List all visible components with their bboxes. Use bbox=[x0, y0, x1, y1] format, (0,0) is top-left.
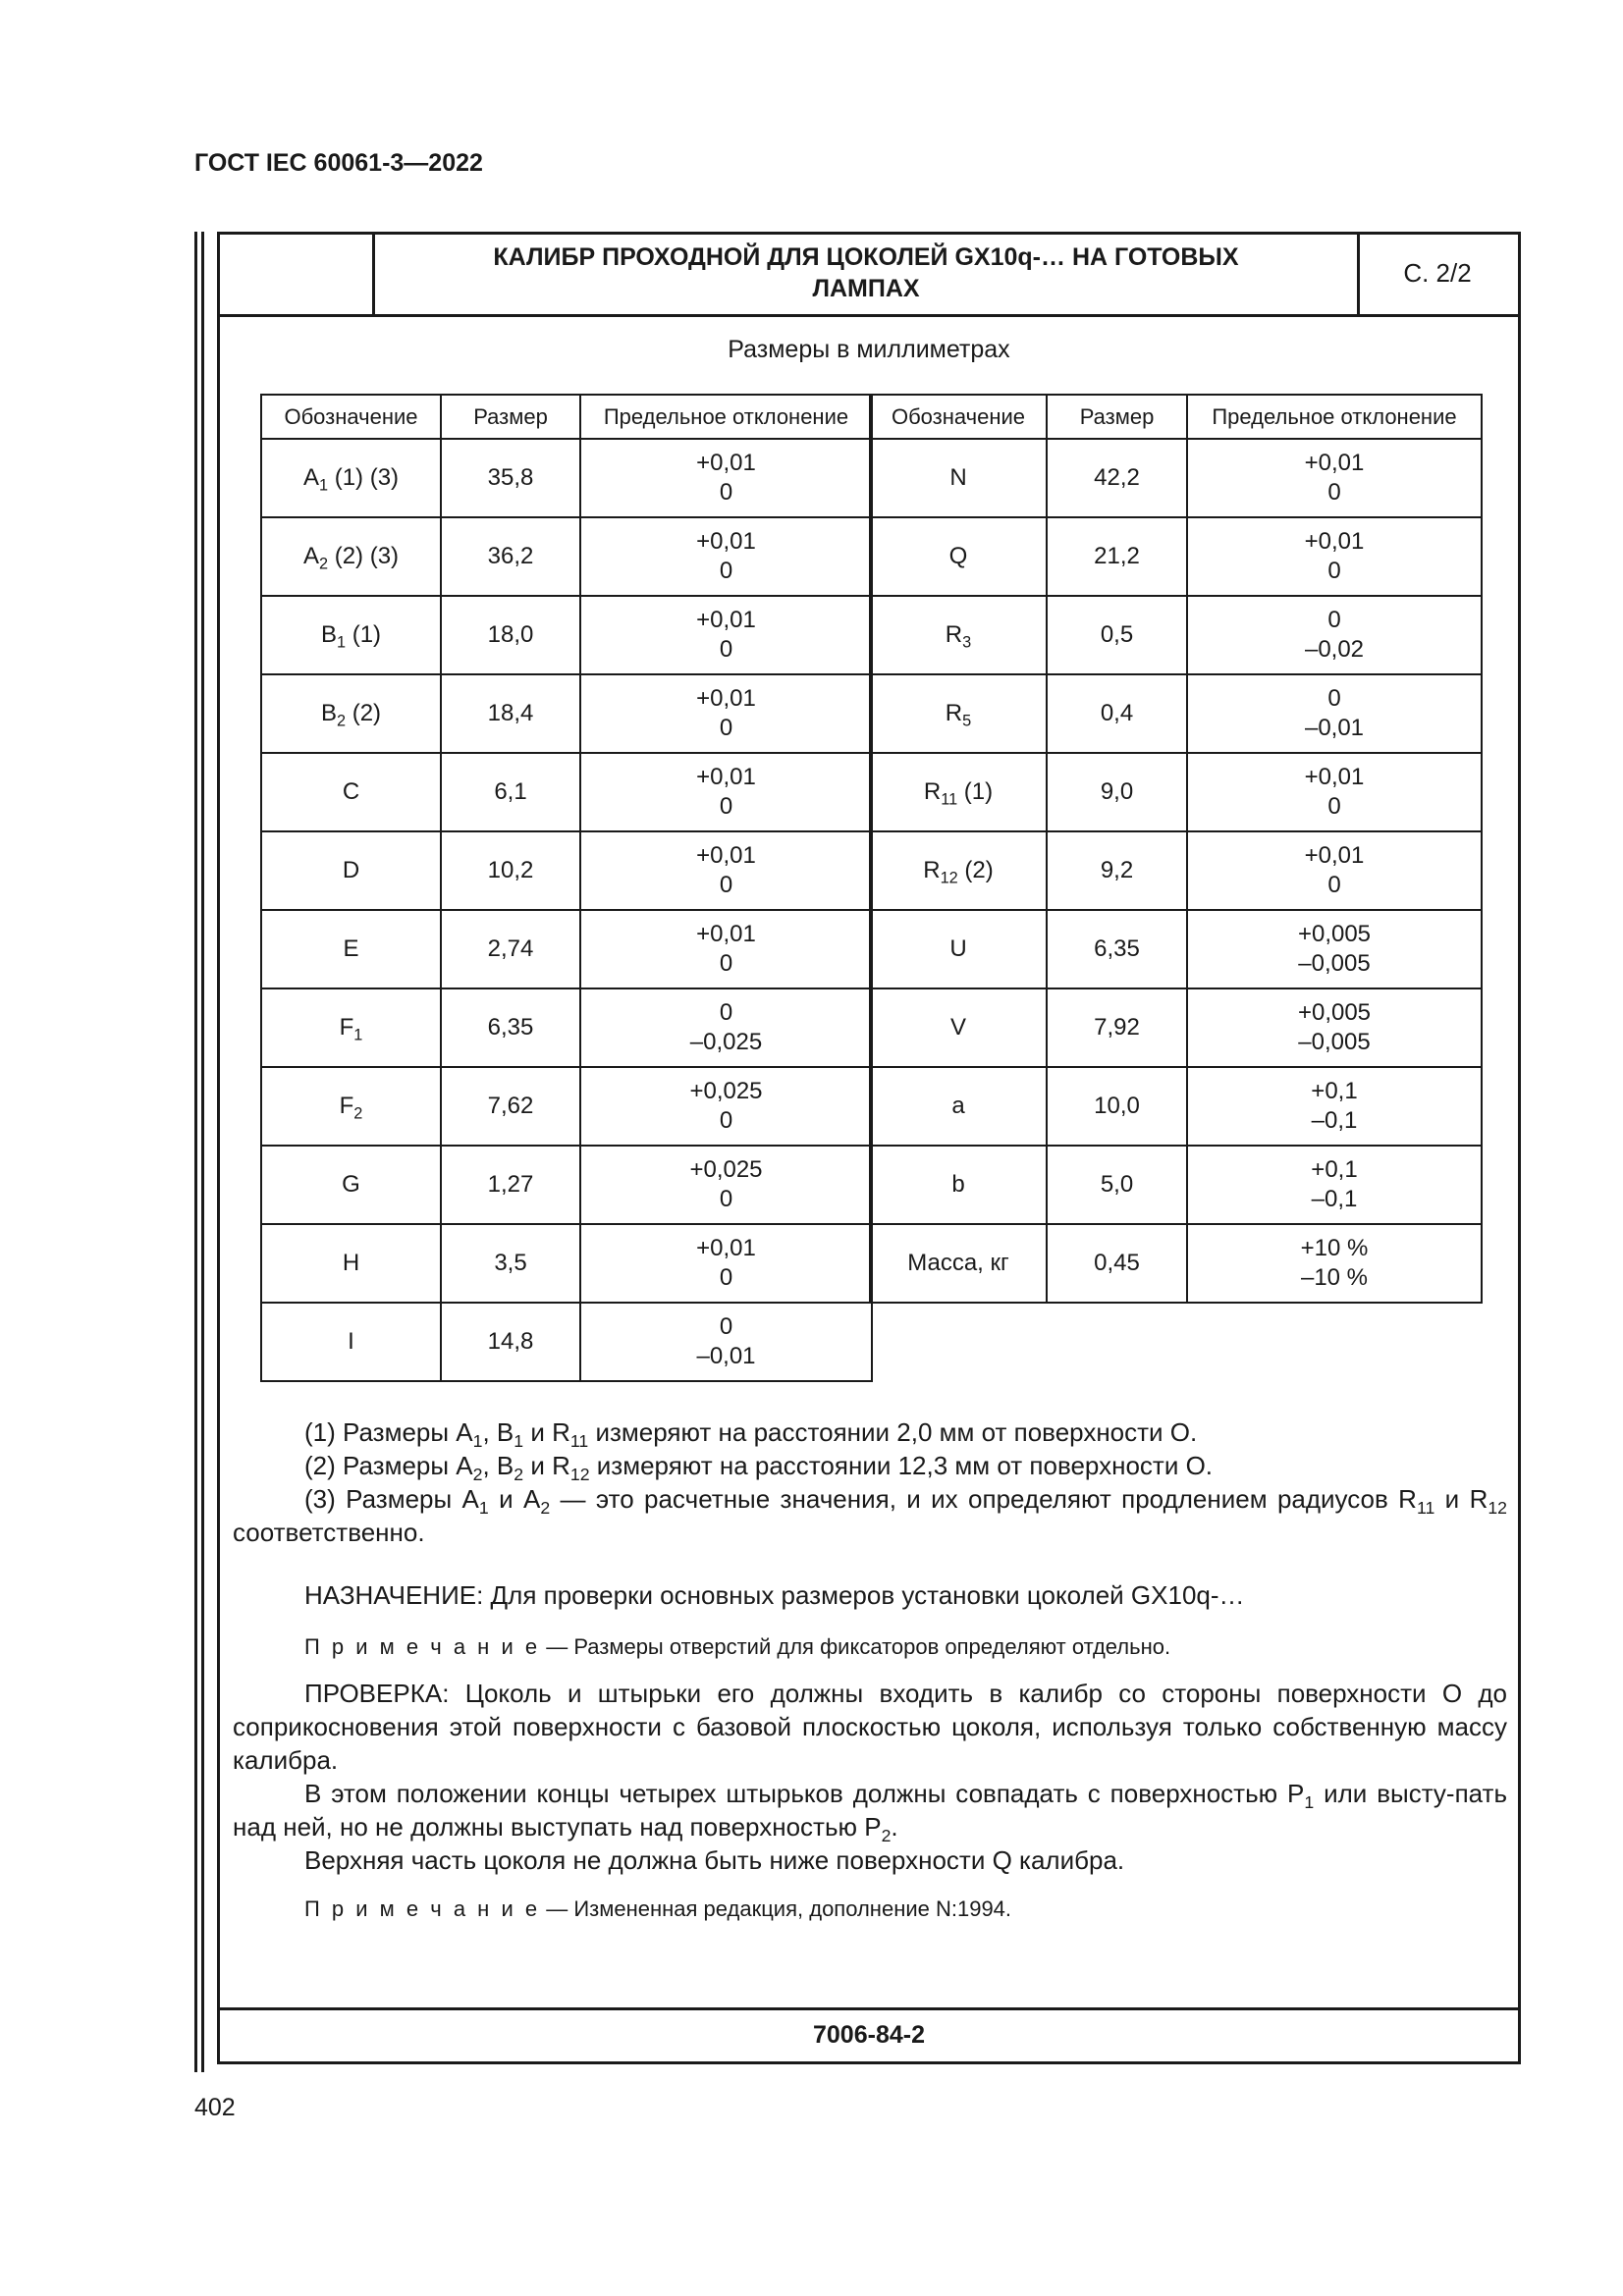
table-row bbox=[870, 753, 1482, 831]
note-label: П р и м е ч а н и е bbox=[304, 1634, 541, 1659]
running-head: ГОСТ IEC 60061-3—2022 bbox=[194, 149, 483, 177]
table-row bbox=[870, 674, 1482, 753]
tolerance-cell bbox=[580, 988, 872, 1067]
size-cell: 2,74 bbox=[441, 910, 580, 988]
size-cell: 7,62 bbox=[441, 1067, 580, 1146]
size-cell: 6,1 bbox=[441, 753, 580, 831]
designation-cell: N bbox=[870, 439, 1047, 517]
tolerance-upper: +0,01 bbox=[1304, 528, 1365, 555]
table-row bbox=[870, 988, 1482, 1067]
designation-cell: $F_1$ bbox=[261, 988, 441, 1067]
tolerance-lower: 0 bbox=[719, 1264, 733, 1291]
table-row bbox=[261, 988, 872, 1067]
tolerance-cell bbox=[1187, 1146, 1482, 1224]
note-edition bbox=[233, 1893, 1507, 1926]
table-row bbox=[870, 1224, 1482, 1303]
tolerance-cell bbox=[580, 910, 872, 988]
tolerance-lower: –0,01 bbox=[1304, 715, 1365, 741]
size-cell: 36,2 bbox=[441, 517, 580, 596]
frame-double-line bbox=[201, 232, 204, 2072]
size-cell: 3,5 bbox=[441, 1224, 580, 1303]
designation-cell: E bbox=[261, 910, 441, 988]
note-fixators bbox=[233, 1630, 1507, 1664]
designation-cell: $A_1$ (1) (3) bbox=[261, 439, 441, 517]
tolerance-cell bbox=[1187, 988, 1482, 1067]
table-row bbox=[261, 831, 872, 910]
tolerance-cell bbox=[580, 1067, 872, 1146]
size-cell: 10,0 bbox=[1047, 1067, 1187, 1146]
tolerance-cell bbox=[580, 1224, 872, 1303]
size-cell: 35,8 bbox=[441, 439, 580, 517]
designation-cell: a bbox=[870, 1067, 1047, 1146]
tolerance-cell bbox=[580, 517, 872, 596]
designation-cell: I bbox=[261, 1303, 441, 1381]
tolerance-lower: –0,1 bbox=[1311, 1107, 1358, 1134]
page-number: 402 bbox=[194, 2094, 236, 2121]
table-row bbox=[870, 1146, 1482, 1224]
table-row bbox=[261, 753, 872, 831]
tolerance-upper: 0 bbox=[719, 1313, 733, 1340]
column-header-size: Размер bbox=[1047, 395, 1187, 439]
tolerance-cell bbox=[580, 1146, 872, 1224]
dimensions-table-right bbox=[869, 394, 1483, 1304]
designation-cell: V bbox=[870, 988, 1047, 1067]
designation-cell: H bbox=[261, 1224, 441, 1303]
tolerance-cell bbox=[1187, 910, 1482, 988]
tolerance-lower: –0,02 bbox=[1304, 636, 1365, 663]
tolerance-lower: 0 bbox=[1327, 558, 1341, 584]
size-cell: 42,2 bbox=[1047, 439, 1187, 517]
units-caption: Размеры в миллиметрах bbox=[728, 336, 1010, 363]
size-cell: 18,0 bbox=[441, 596, 580, 674]
tolerance-cell bbox=[580, 596, 872, 674]
table-row bbox=[261, 1224, 872, 1303]
note-text: — Измененная редакция, дополнение N:1994. bbox=[540, 1896, 1012, 1921]
tolerance-lower: –0,025 bbox=[689, 1029, 763, 1055]
tolerance-upper: +0,005 bbox=[1297, 921, 1372, 947]
footnote-2: (2) Размеры $A_2$, $B_2$ и $R_{12}$ измеряют на расстоянии 12,3 мм от поверхности O. bbox=[304, 1451, 1214, 1485]
tolerance-upper: 0 bbox=[719, 999, 733, 1026]
table-row bbox=[261, 1303, 872, 1381]
designation-cell: D bbox=[261, 831, 441, 910]
tolerance-lower: 0 bbox=[719, 1107, 733, 1134]
sheet-code: 7006-84-2 bbox=[813, 2020, 925, 2049]
footnote-1: (1) Размеры $A_1$, $B_1$ и $R_{11}$ измеряют на расстоянии 2,0 мм от поверхности O. bbox=[304, 1417, 1198, 1452]
tolerance-upper: +0,01 bbox=[696, 842, 756, 869]
top-part-text: Верхняя часть цоколя не должна быть ниже поверхности Q калибра. bbox=[304, 1845, 1125, 1875]
column-header-designation: Обозначение bbox=[870, 395, 1047, 439]
size-cell: 10,2 bbox=[441, 831, 580, 910]
table-row bbox=[870, 910, 1482, 988]
tolerance-cell bbox=[580, 753, 872, 831]
footnote-3: (3) Размеры $A_1$ и $A_2$ — это расчетные значения, и их определяют продлением радиусов $R_{11}$ и $R_{12}$ соответственно. bbox=[233, 1484, 1508, 1547]
tolerance-lower: –0,005 bbox=[1298, 1029, 1371, 1055]
tolerance-cell bbox=[1187, 439, 1482, 517]
designation-cell: Масса, кг bbox=[870, 1224, 1047, 1303]
tolerance-lower: 0 bbox=[719, 479, 733, 506]
tolerance-upper: +0,01 bbox=[696, 528, 756, 555]
position-text: В этом положении концы четырех штырьков должны совпадать с поверхностью $P_1$ или высту-пать над ней, но не должны выступать над поверхностью $P_2$. bbox=[233, 1779, 1507, 1846]
column-header-size: Размер bbox=[441, 395, 580, 439]
tolerance-upper: +0,025 bbox=[689, 1156, 763, 1183]
table-row bbox=[870, 596, 1482, 674]
table-row bbox=[261, 910, 872, 988]
tolerance-lower: 0 bbox=[719, 1186, 733, 1212]
note-label: П р и м е ч а н и е bbox=[304, 1896, 541, 1921]
tolerance-upper: +0,01 bbox=[696, 685, 756, 712]
tolerance-upper: +0,1 bbox=[1311, 1078, 1358, 1104]
tolerance-lower: 0 bbox=[1327, 872, 1341, 898]
column-header-tolerance: Предельное отклонение bbox=[1187, 395, 1482, 439]
tolerance-upper: +0,01 bbox=[1304, 450, 1365, 476]
designation-cell: $B_1$ (1) bbox=[261, 596, 441, 674]
tolerance-upper: +10 % bbox=[1300, 1235, 1369, 1261]
designation-cell: $R_{12}$ (2) bbox=[870, 831, 1047, 910]
tolerance-upper: +0,01 bbox=[696, 450, 756, 476]
designation-cell: C bbox=[261, 753, 441, 831]
tolerance-lower: –0,005 bbox=[1298, 950, 1371, 977]
size-cell: 6,35 bbox=[441, 988, 580, 1067]
designation-cell: b bbox=[870, 1146, 1047, 1224]
tolerance-lower: 0 bbox=[719, 793, 733, 820]
size-cell: 0,4 bbox=[1047, 674, 1187, 753]
check-text: ПРОВЕРКА: Цоколь и штырьки его должны входить в калибр со стороны поверхности O до соприкосновения этой поверхности с базовой плоскостью цоколя, используя только собственную массу калибра. bbox=[233, 1679, 1507, 1775]
tolerance-upper: +0,01 bbox=[696, 607, 756, 633]
tolerance-upper: 0 bbox=[1327, 685, 1341, 712]
tolerance-cell bbox=[1187, 1224, 1482, 1303]
tolerance-cell bbox=[580, 1303, 872, 1381]
tolerance-upper: +0,005 bbox=[1297, 999, 1372, 1026]
designation-cell: Q bbox=[870, 517, 1047, 596]
table-row bbox=[261, 596, 872, 674]
header-bottom-line bbox=[217, 314, 1521, 317]
tolerance-upper: +0,01 bbox=[1304, 842, 1365, 869]
size-cell: 9,0 bbox=[1047, 753, 1187, 831]
table-row bbox=[870, 439, 1482, 517]
tolerance-lower: 0 bbox=[719, 872, 733, 898]
table-row bbox=[870, 831, 1482, 910]
sheet-number: С. 2/2 bbox=[1403, 257, 1472, 288]
designation-cell: $R_{11}$ (1) bbox=[870, 753, 1047, 831]
note-text: — Размеры отверстий для фиксаторов определяют отдельно. bbox=[540, 1634, 1171, 1659]
designation-cell: $B_2$ (2) bbox=[261, 674, 441, 753]
tolerance-cell bbox=[580, 831, 872, 910]
frame-double-line bbox=[194, 232, 197, 2072]
size-cell: 18,4 bbox=[441, 674, 580, 753]
table-row bbox=[261, 1146, 872, 1224]
tolerance-upper: +0,01 bbox=[696, 764, 756, 790]
table-row bbox=[261, 674, 872, 753]
designation-cell: G bbox=[261, 1146, 441, 1224]
table-row bbox=[261, 1067, 872, 1146]
column-header-designation: Обозначение bbox=[261, 395, 441, 439]
sheet-title: КАЛИБР ПРОХОДНОЙ ДЛЯ ЦОКОЛЕЙ GX10q-… НА ГОТОВЫХ ЛАМПАХ bbox=[493, 243, 1239, 302]
tolerance-lower: 0 bbox=[719, 558, 733, 584]
tolerance-upper: +0,01 bbox=[696, 1235, 756, 1261]
designation-cell: U bbox=[870, 910, 1047, 988]
tolerance-upper: +0,025 bbox=[689, 1078, 763, 1104]
footnotes-block bbox=[233, 1415, 1507, 1549]
tolerance-cell bbox=[1187, 831, 1482, 910]
dimensions-table-left bbox=[260, 394, 873, 1382]
size-cell: 0,45 bbox=[1047, 1224, 1187, 1303]
table-row bbox=[261, 517, 872, 596]
tolerance-lower: –0,01 bbox=[696, 1343, 756, 1369]
size-cell: 14,8 bbox=[441, 1303, 580, 1381]
tolerance-cell bbox=[1187, 596, 1482, 674]
tolerance-cell bbox=[1187, 753, 1482, 831]
tolerance-cell bbox=[1187, 674, 1482, 753]
tolerance-lower: 0 bbox=[719, 715, 733, 741]
tolerance-lower: 0 bbox=[1327, 793, 1341, 820]
tolerance-lower: –10 % bbox=[1300, 1264, 1369, 1291]
tolerance-lower: 0 bbox=[1327, 479, 1341, 506]
size-cell: 5,0 bbox=[1047, 1146, 1187, 1224]
tolerance-upper: +0,1 bbox=[1311, 1156, 1358, 1183]
designation-cell: $R_5$ bbox=[870, 674, 1047, 753]
size-cell: 7,92 bbox=[1047, 988, 1187, 1067]
tolerance-cell bbox=[580, 439, 872, 517]
designation-cell: $R_3$ bbox=[870, 596, 1047, 674]
table-row bbox=[870, 517, 1482, 596]
size-cell: 6,35 bbox=[1047, 910, 1187, 988]
size-cell: 9,2 bbox=[1047, 831, 1187, 910]
table-row bbox=[261, 439, 872, 517]
table-row bbox=[870, 1067, 1482, 1146]
size-cell: 21,2 bbox=[1047, 517, 1187, 596]
tolerance-upper: 0 bbox=[1327, 607, 1341, 633]
designation-cell: $F_2$ bbox=[261, 1067, 441, 1146]
tolerance-lower: –0,1 bbox=[1311, 1186, 1358, 1212]
tolerance-lower: 0 bbox=[719, 950, 733, 977]
purpose-block bbox=[233, 1578, 1507, 1612]
size-cell: 0,5 bbox=[1047, 596, 1187, 674]
tolerance-cell bbox=[1187, 517, 1482, 596]
tolerance-lower: 0 bbox=[719, 636, 733, 663]
column-header-tolerance: Предельное отклонение bbox=[580, 395, 872, 439]
check-block bbox=[233, 1677, 1507, 1877]
purpose-text: НАЗНАЧЕНИЕ: Для проверки основных размеров установки цоколей GX10q-… bbox=[304, 1580, 1245, 1610]
size-cell: 1,27 bbox=[441, 1146, 580, 1224]
tolerance-cell bbox=[580, 674, 872, 753]
tolerance-upper: +0,01 bbox=[696, 921, 756, 947]
tolerance-upper: +0,01 bbox=[1304, 764, 1365, 790]
tolerance-cell bbox=[1187, 1067, 1482, 1146]
designation-cell: $A_2$ (2) (3) bbox=[261, 517, 441, 596]
